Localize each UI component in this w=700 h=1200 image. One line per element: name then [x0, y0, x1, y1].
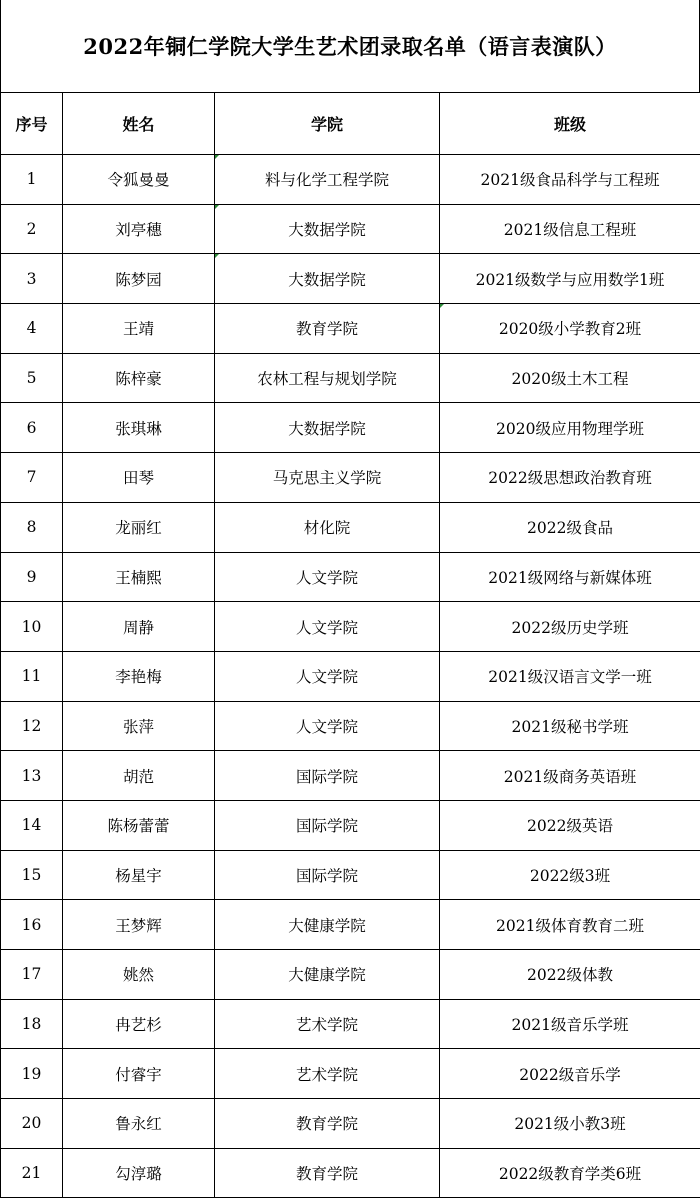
cell-name: 田琴	[63, 453, 215, 503]
cell-name: 王靖	[63, 304, 215, 354]
cell-class: 2022级体教	[440, 950, 700, 1000]
cell-college: 国际学院	[215, 800, 440, 850]
cell-class: 2021级汉语言文学一班	[440, 651, 700, 701]
table-row	[1, 254, 700, 304]
cell-name: 陈梦园	[63, 254, 215, 304]
cell-class: 2021级食品科学与工程班	[440, 155, 700, 205]
table-row	[1, 651, 700, 701]
cell-class: 2021级小教3班	[440, 1099, 700, 1149]
cell-name: 鲁永红	[63, 1099, 215, 1149]
table-row	[1, 1099, 700, 1149]
cell-class: 2022级教育学类6班	[440, 1148, 700, 1198]
page-title: 2022年铜仁学院大学生艺术团录取名单（语言表演队）	[0, 0, 700, 92]
cell-no: 18	[1, 999, 63, 1049]
cell-name: 龙丽红	[63, 502, 215, 552]
cell-class: 2022级3班	[440, 850, 700, 900]
cell-no: 11	[1, 651, 63, 701]
cell-name: 张萍	[63, 701, 215, 751]
table-row	[1, 453, 700, 503]
cell-class: 2021级网络与新媒体班	[440, 552, 700, 602]
table-row	[1, 502, 700, 552]
cell-no: 15	[1, 850, 63, 900]
cell-no: 3	[1, 254, 63, 304]
column-header-no: 序号	[1, 93, 63, 155]
cell-class: 2021级信息工程班	[440, 204, 700, 254]
cell-college: 教育学院	[215, 1148, 440, 1198]
cell-class: 2021级秘书学班	[440, 701, 700, 751]
column-header-class: 班级	[440, 93, 700, 155]
table-header-row	[1, 93, 700, 155]
cell-college: 教育学院	[215, 304, 440, 354]
table-row	[1, 900, 700, 950]
cell-college: 料与化学工程学院	[215, 155, 440, 205]
cell-college: 教育学院	[215, 1099, 440, 1149]
table-row	[1, 999, 700, 1049]
table-row	[1, 751, 700, 801]
cell-name: 付睿宇	[63, 1049, 215, 1099]
cell-no: 21	[1, 1148, 63, 1198]
cell-college: 大健康学院	[215, 950, 440, 1000]
cell-college: 人文学院	[215, 602, 440, 652]
cell-name: 杨星宇	[63, 850, 215, 900]
cell-college: 国际学院	[215, 850, 440, 900]
table-row	[1, 701, 700, 751]
cell-no: 12	[1, 701, 63, 751]
cell-no: 20	[1, 1099, 63, 1149]
cell-college: 材化院	[215, 502, 440, 552]
cell-college: 艺术学院	[215, 999, 440, 1049]
table-row	[1, 552, 700, 602]
cell-no: 6	[1, 403, 63, 453]
cell-college: 人文学院	[215, 552, 440, 602]
table-row	[1, 353, 700, 403]
table-row	[1, 850, 700, 900]
cell-college: 人文学院	[215, 651, 440, 701]
cell-class: 2021级体育教育二班	[440, 900, 700, 950]
cell-name: 胡范	[63, 751, 215, 801]
cell-college: 大数据学院	[215, 254, 440, 304]
cell-name: 李艳梅	[63, 651, 215, 701]
cell-class: 2022级食品	[440, 502, 700, 552]
cell-name: 张琪琳	[63, 403, 215, 453]
cell-college: 大数据学院	[215, 204, 440, 254]
cell-no: 4	[1, 304, 63, 354]
cell-no: 2	[1, 204, 63, 254]
cell-class: 2020级小学教育2班	[440, 304, 700, 354]
column-header-college: 学院	[215, 93, 440, 155]
cell-college: 国际学院	[215, 751, 440, 801]
table-row	[1, 1148, 700, 1198]
table-row	[1, 800, 700, 850]
cell-name: 勾淳璐	[63, 1148, 215, 1198]
cell-name: 姚然	[63, 950, 215, 1000]
cell-name: 陈梓豪	[63, 353, 215, 403]
cell-name: 刘亭穗	[63, 204, 215, 254]
cell-class: 2022级历史学班	[440, 602, 700, 652]
cell-no: 7	[1, 453, 63, 503]
cell-no: 14	[1, 800, 63, 850]
cell-college: 大数据学院	[215, 403, 440, 453]
cell-class: 2021级商务英语班	[440, 751, 700, 801]
table-row	[1, 950, 700, 1000]
cell-class: 2020级应用物理学班	[440, 403, 700, 453]
table-row	[1, 403, 700, 453]
cell-no: 1	[1, 155, 63, 205]
cell-class: 2021级音乐学班	[440, 999, 700, 1049]
cell-class: 2022级思想政治教育班	[440, 453, 700, 503]
table-row	[1, 1049, 700, 1099]
cell-no: 19	[1, 1049, 63, 1099]
cell-name: 王梦辉	[63, 900, 215, 950]
cell-college: 大健康学院	[215, 900, 440, 950]
cell-no: 5	[1, 353, 63, 403]
cell-no: 16	[1, 900, 63, 950]
cell-no: 9	[1, 552, 63, 602]
cell-name: 陈杨蕾蕾	[63, 800, 215, 850]
cell-college: 马克思主义学院	[215, 453, 440, 503]
cell-college: 人文学院	[215, 701, 440, 751]
cell-name: 周静	[63, 602, 215, 652]
table-row	[1, 304, 700, 354]
column-header-name: 姓名	[63, 93, 215, 155]
cell-class: 2022级英语	[440, 800, 700, 850]
cell-no: 17	[1, 950, 63, 1000]
cell-class: 2022级音乐学	[440, 1049, 700, 1099]
cell-no: 13	[1, 751, 63, 801]
cell-name: 冉艺杉	[63, 999, 215, 1049]
cell-college: 艺术学院	[215, 1049, 440, 1099]
cell-name: 令狐曼曼	[63, 155, 215, 205]
table-row	[1, 602, 700, 652]
cell-name: 王楠熙	[63, 552, 215, 602]
cell-class: 2020级土木工程	[440, 353, 700, 403]
admission-table	[0, 92, 700, 1198]
cell-no: 8	[1, 502, 63, 552]
cell-no: 10	[1, 602, 63, 652]
cell-college: 农林工程与规划学院	[215, 353, 440, 403]
table-row	[1, 204, 700, 254]
cell-class: 2021级数学与应用数学1班	[440, 254, 700, 304]
table-row	[1, 155, 700, 205]
